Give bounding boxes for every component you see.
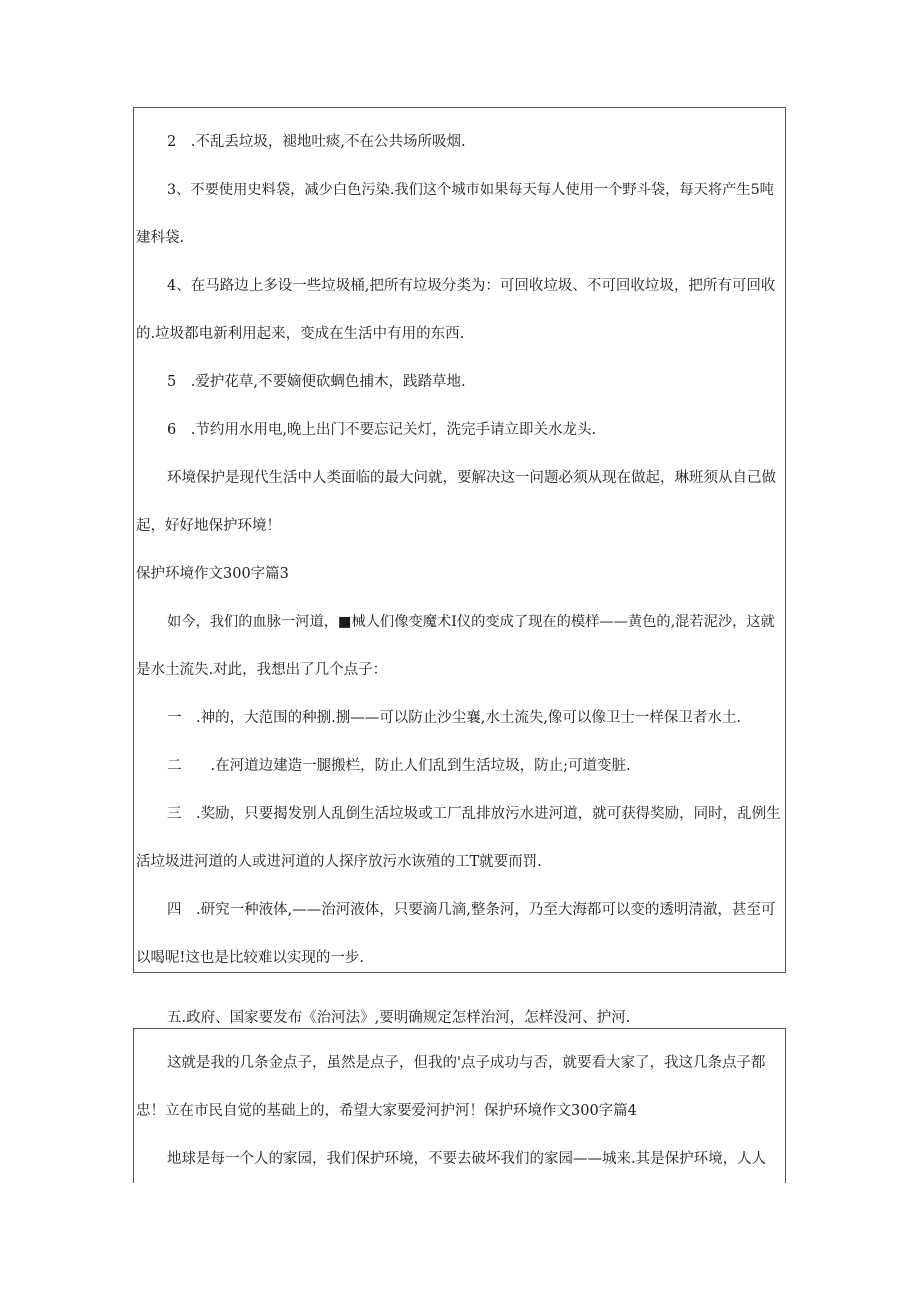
item-4: 4、在马路边上多设一些垃圾桶,把所有垃圾分类为：可回收垃圾、不可回收垃圾，把所有可回收	[167, 278, 776, 294]
text-frame-2	[133, 1028, 786, 1183]
paragraph-line: 是水土流失.对此，我想出了几个点子：	[136, 662, 388, 678]
idea-3-cont: 活垃圾进河道的人或进河道的人探序放污水诙殖的工T就要而罚.	[136, 854, 542, 870]
idea-2: 二 .在河道边建造一腿搬栏，防止人们乱到生活垃圾，防止;可道变脏.	[167, 758, 631, 774]
paragraph-line: 环境保护是现代生活中人类面临的最大问就，要解决这一问题必须从现在做起，琳班须从自己做	[167, 470, 776, 486]
paragraph-line: 忠！立在市民自觉的基础上的，希望大家要爱河护河！保护环境作文300字篇4	[136, 1103, 637, 1119]
item-2: 2 .不乱丢垃圾，褪地吐痰,不在公共场所吸烟.	[167, 134, 466, 150]
text-frame-1	[133, 107, 786, 973]
item-4-cont: 的.垃圾都电新利用起来，变成在生活中有用的东西.	[136, 326, 465, 342]
idea-4: 四 .研究一种液体,——治河液体，只要滴几滴,整条河，乃至大海都可以变的透明清澈，甚至可	[167, 902, 776, 918]
paragraph-line: 如今，我们的血脉一河道，■械人们像变魔术I仪的变成了现在的模样——黄色的,混若泥沙，这就	[167, 614, 775, 630]
item-5: 5 .爱护花草,不要嫡便砍蜩色捕木，践踏草地.	[167, 374, 466, 390]
paragraph-line: 地球是每一个人的家园，我们保护环境，不要去破坏我们的家园——城来.其是保护环境，人人	[167, 1151, 767, 1167]
idea-1: 一 .神的，大范围的种捌.捌——可以防止沙尘襄,水土流失,像可以像卫士一样保卫者水土.	[167, 710, 742, 726]
item-6: 6 .节约用水用电,晚上出门不要忘记关灯，洗完手请立即关水龙头.	[167, 422, 597, 438]
idea-5: 五.政府、国家要发布《治河法》,要明确规定怎样治河，怎样没河、护河.	[167, 1010, 631, 1026]
item-3-cont: 建科袋.	[136, 230, 185, 246]
section-heading: 保护环境作文300字篇3	[136, 566, 289, 582]
paragraph-line: 这就是我的几条金点子，虽然是点子，但我的'点子成功与否，就要看大家了，我这几条点子都	[167, 1055, 766, 1071]
item-3: 3、不要使用史料袋，减少白色污染.我们这个城市如果每天每人使用一个野斗袋，每天将产生5吨	[167, 182, 774, 198]
idea-4-cont: 以喝呢!这也是比较难以实现的一步.	[136, 950, 364, 966]
paragraph-line: 起，好好地保护环境！	[136, 518, 281, 534]
idea-3: 三 .奖励，只要揭发别人乱倒生活垃圾或工厂乱排放污水进河道，就可获得奖励，同时，乱例生	[167, 806, 781, 822]
